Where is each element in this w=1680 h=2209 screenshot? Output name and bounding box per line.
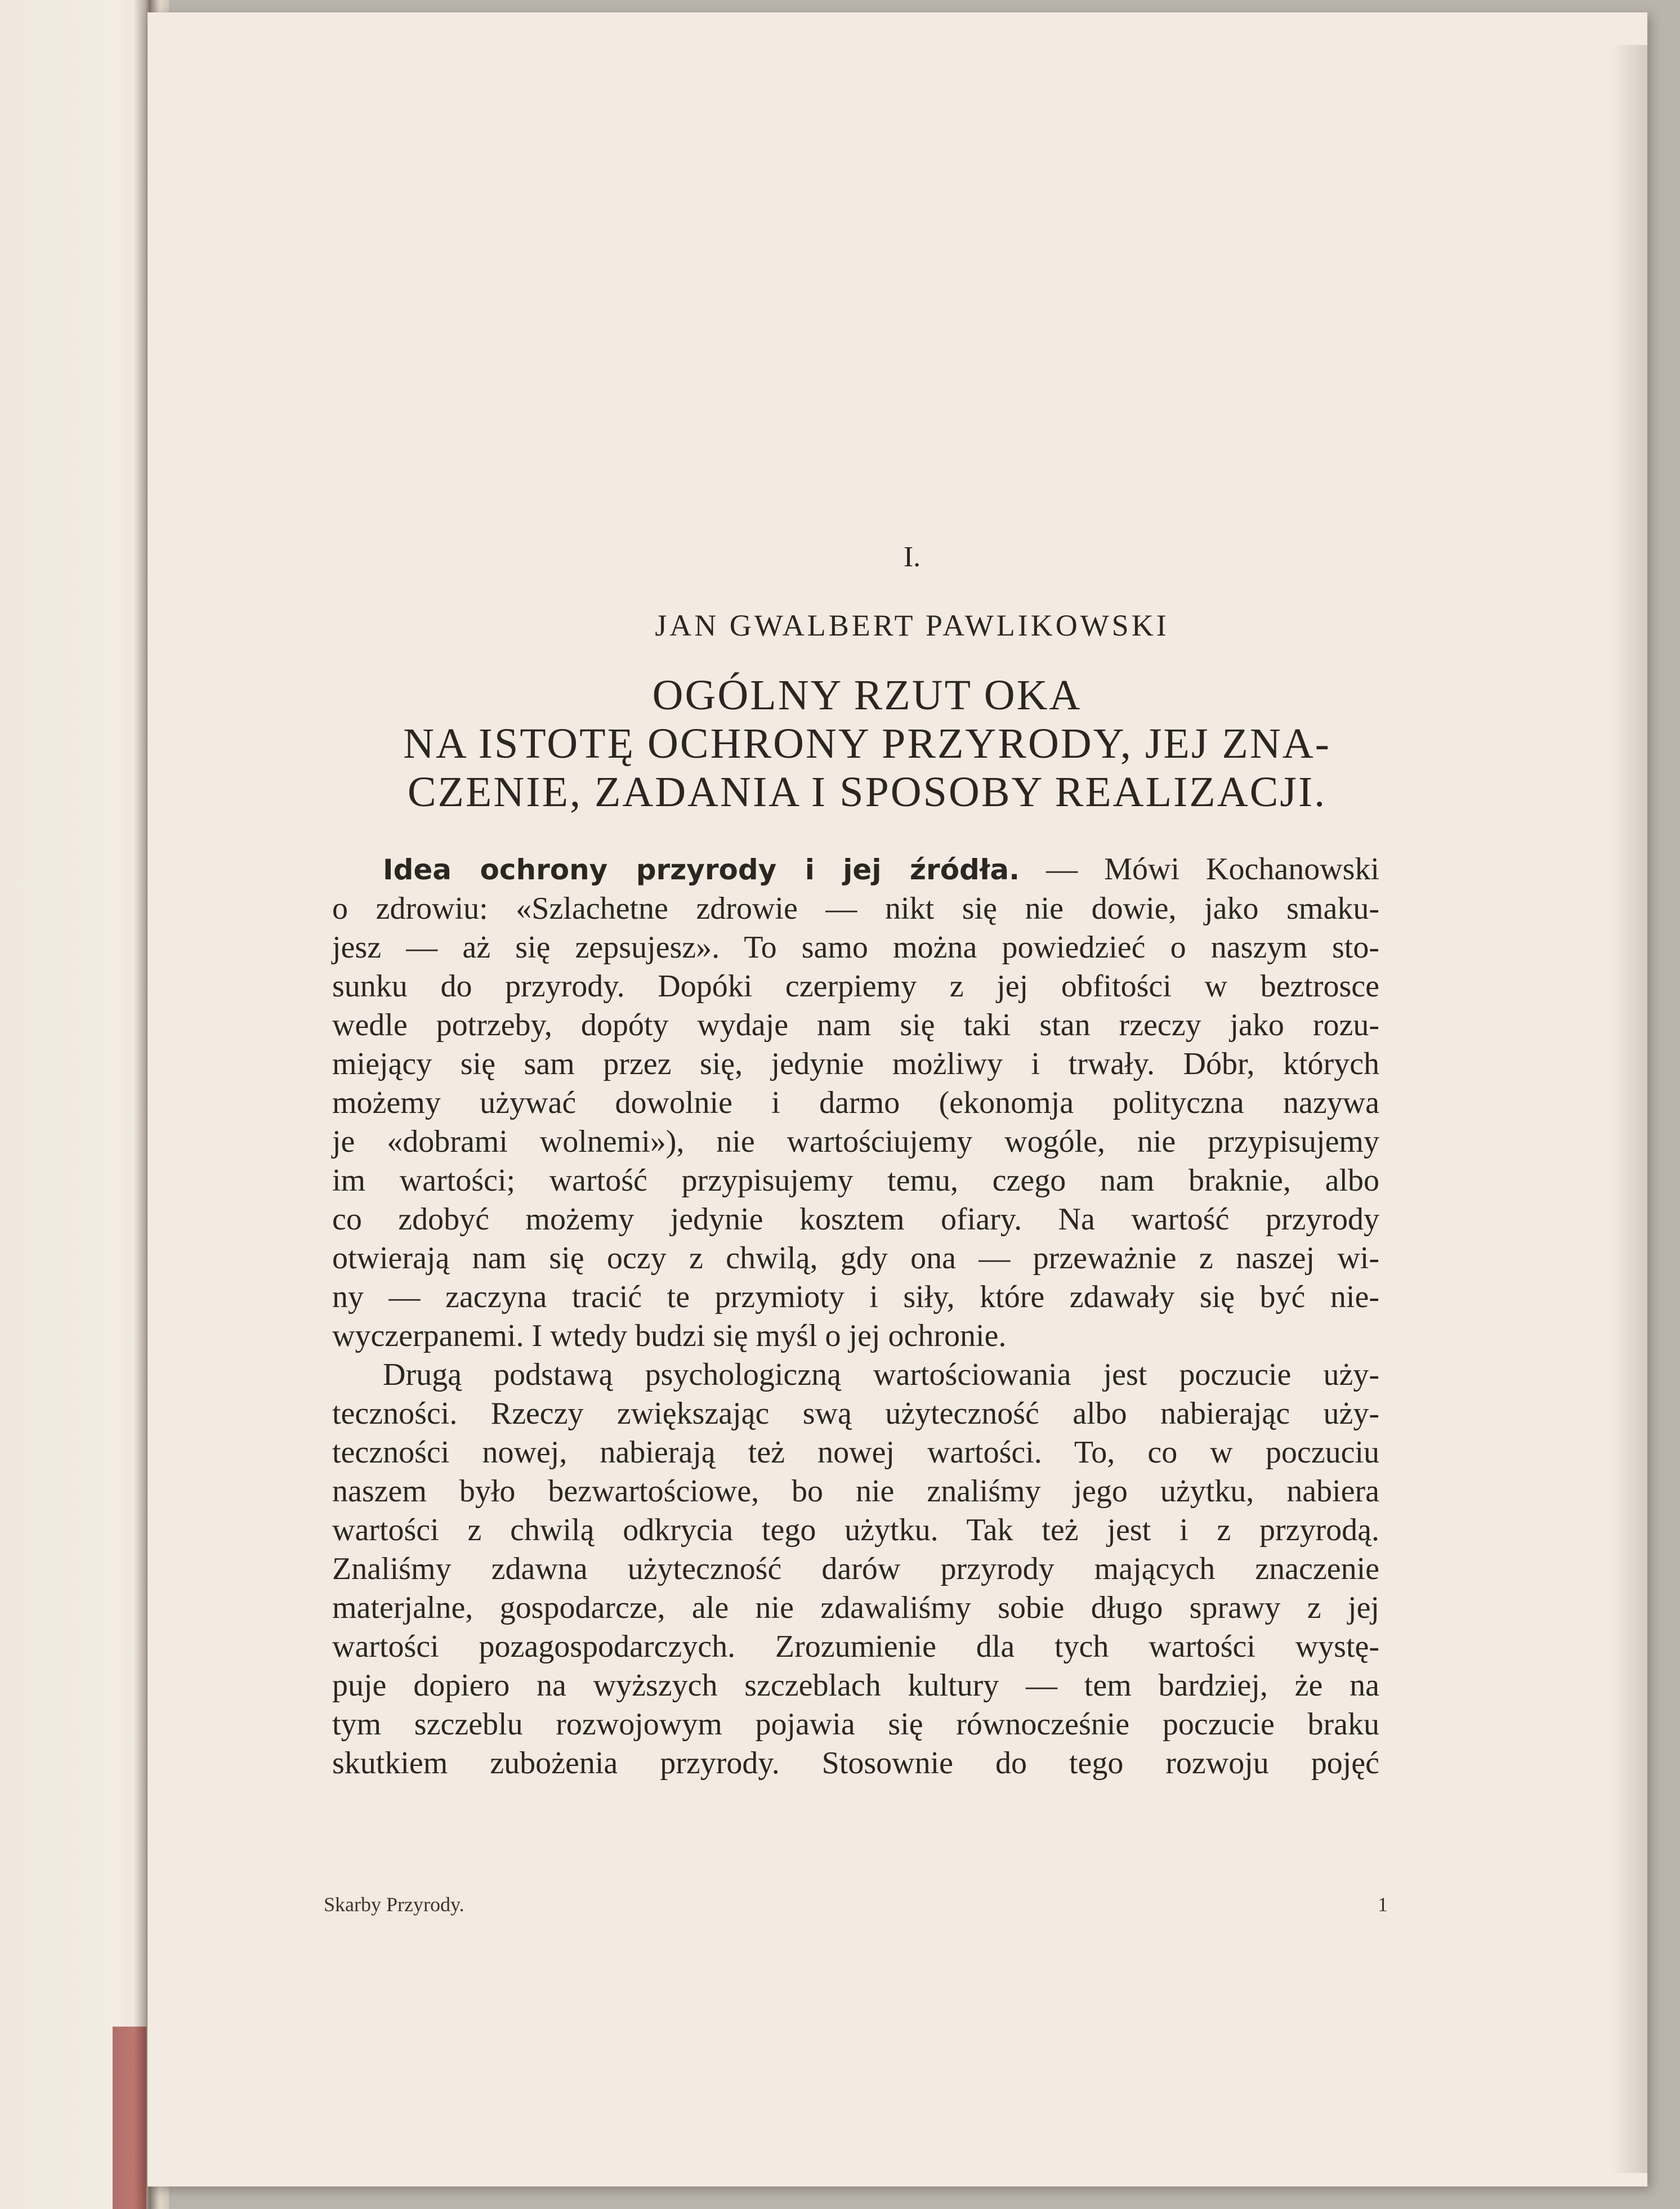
text-line: naszem było bezwartościowe, bo nie znaliśmy jego użytku, nabiera bbox=[332, 1474, 1379, 1509]
title-line: NA ISTOTĘ OCHRONY PRZYRODY, JEJ ZNA- bbox=[403, 720, 1331, 767]
text-line: im wartości; wartość przypisujemy temu, czego nam braknie, albo bbox=[332, 1163, 1379, 1198]
text-line: sunku do przyrody. Dopóki czerpiemy z jej obfitości w beztrosce bbox=[332, 969, 1379, 1004]
text-line: miejący się sam przez się, jedynie możliwy i trwały. Dóbr, których bbox=[332, 1047, 1379, 1081]
text-fragment: — Mówi Kochanowski bbox=[1020, 852, 1379, 887]
text-line: tym szczeblu rozwojowym pojawia się równocześnie poczucie braku bbox=[332, 1707, 1379, 1742]
text-line: je «dobrami wolnemi»), nie wartościujemy wogóle, nie przypisujemy bbox=[332, 1124, 1379, 1159]
footer-publication: Skarby Przyrody. bbox=[324, 1893, 464, 1916]
text-line: możemy używać dowolnie i darmo (ekonomja polityczna nazywa bbox=[332, 1085, 1379, 1120]
author-name: JAN GWALBERT PAWLIKOWSKI bbox=[655, 609, 1169, 642]
text-line: wartości z chwilą odkrycia tego użytku. Tak też jest i z przyrodą. bbox=[332, 1513, 1379, 1548]
text-line: puje dopiero na wyższych szczeblach kultury — tem bardziej, że na bbox=[332, 1668, 1379, 1703]
text-line: teczności nowej, nabierają też nowej wartości. To, co w poczuciu bbox=[332, 1435, 1379, 1470]
text-line bbox=[332, 850, 1379, 889]
text-line: ny — zaczyna tracić te przymioty i siły, które zdawały się być nie- bbox=[332, 1280, 1379, 1314]
page-edge-shadow bbox=[1611, 45, 1647, 2173]
text-line: Znaliśmy zdawna użyteczność darów przyrody mających znaczenie bbox=[332, 1551, 1379, 1586]
text-line: jesz — aż się zepsujesz». To samo można powiedzieć o naszym sto- bbox=[332, 930, 1379, 965]
section-lead: Idea ochrony przyrody i jej źródła. bbox=[383, 853, 1020, 886]
title-line: CZENIE, ZADANIA I SPOSOBY REALIZACJI. bbox=[407, 768, 1327, 816]
text-line: otwierają nam się oczy z chwilą, gdy ona — przeważnie z naszej wi- bbox=[332, 1241, 1379, 1276]
text-line: o zdrowiu: «Szlachetne zdrowie — nikt się nie dowie, jako smaku- bbox=[332, 891, 1379, 926]
page-text bbox=[332, 540, 1379, 1783]
chapter-title bbox=[355, 671, 1379, 816]
page-number: 1 bbox=[1378, 1893, 1388, 1916]
text-line: materjalne, gospodarcze, ale nie zdawaliśmy sobie długo sprawy z jej bbox=[332, 1590, 1379, 1625]
text-line: wyczerpanemi. I wtedy budzi się myśl o jej ochronie. bbox=[332, 1318, 1007, 1353]
book-binding bbox=[113, 2027, 146, 2209]
body-text bbox=[332, 850, 1379, 1783]
text-line: skutkiem zubożenia przyrody. Stosownie do tego rozwoju pojęć bbox=[332, 1746, 1379, 1781]
text-line: wedle potrzeby, dopóty wydaje nam się taki stan rzeczy jako rozu- bbox=[332, 1008, 1379, 1043]
paragraph-1 bbox=[332, 850, 1379, 1356]
text-line: co zdobyć możemy jedynie kosztem ofiary. Na wartość przyrody bbox=[332, 1202, 1379, 1237]
text-line: wartości pozagospodarczych. Zrozumienie dla tych wartości wystę- bbox=[332, 1629, 1379, 1664]
title-line: OGÓLNY RZUT OKA bbox=[652, 672, 1082, 719]
text-line: teczności. Rzeczy zwiększając swą użyteczność albo nabierając uży- bbox=[332, 1396, 1379, 1431]
chapter-number: I. bbox=[903, 541, 921, 573]
paragraph-2 bbox=[332, 1356, 1379, 1783]
text-line: Drugą podstawą psychologiczną wartościowania jest poczucie uży- bbox=[383, 1357, 1379, 1392]
